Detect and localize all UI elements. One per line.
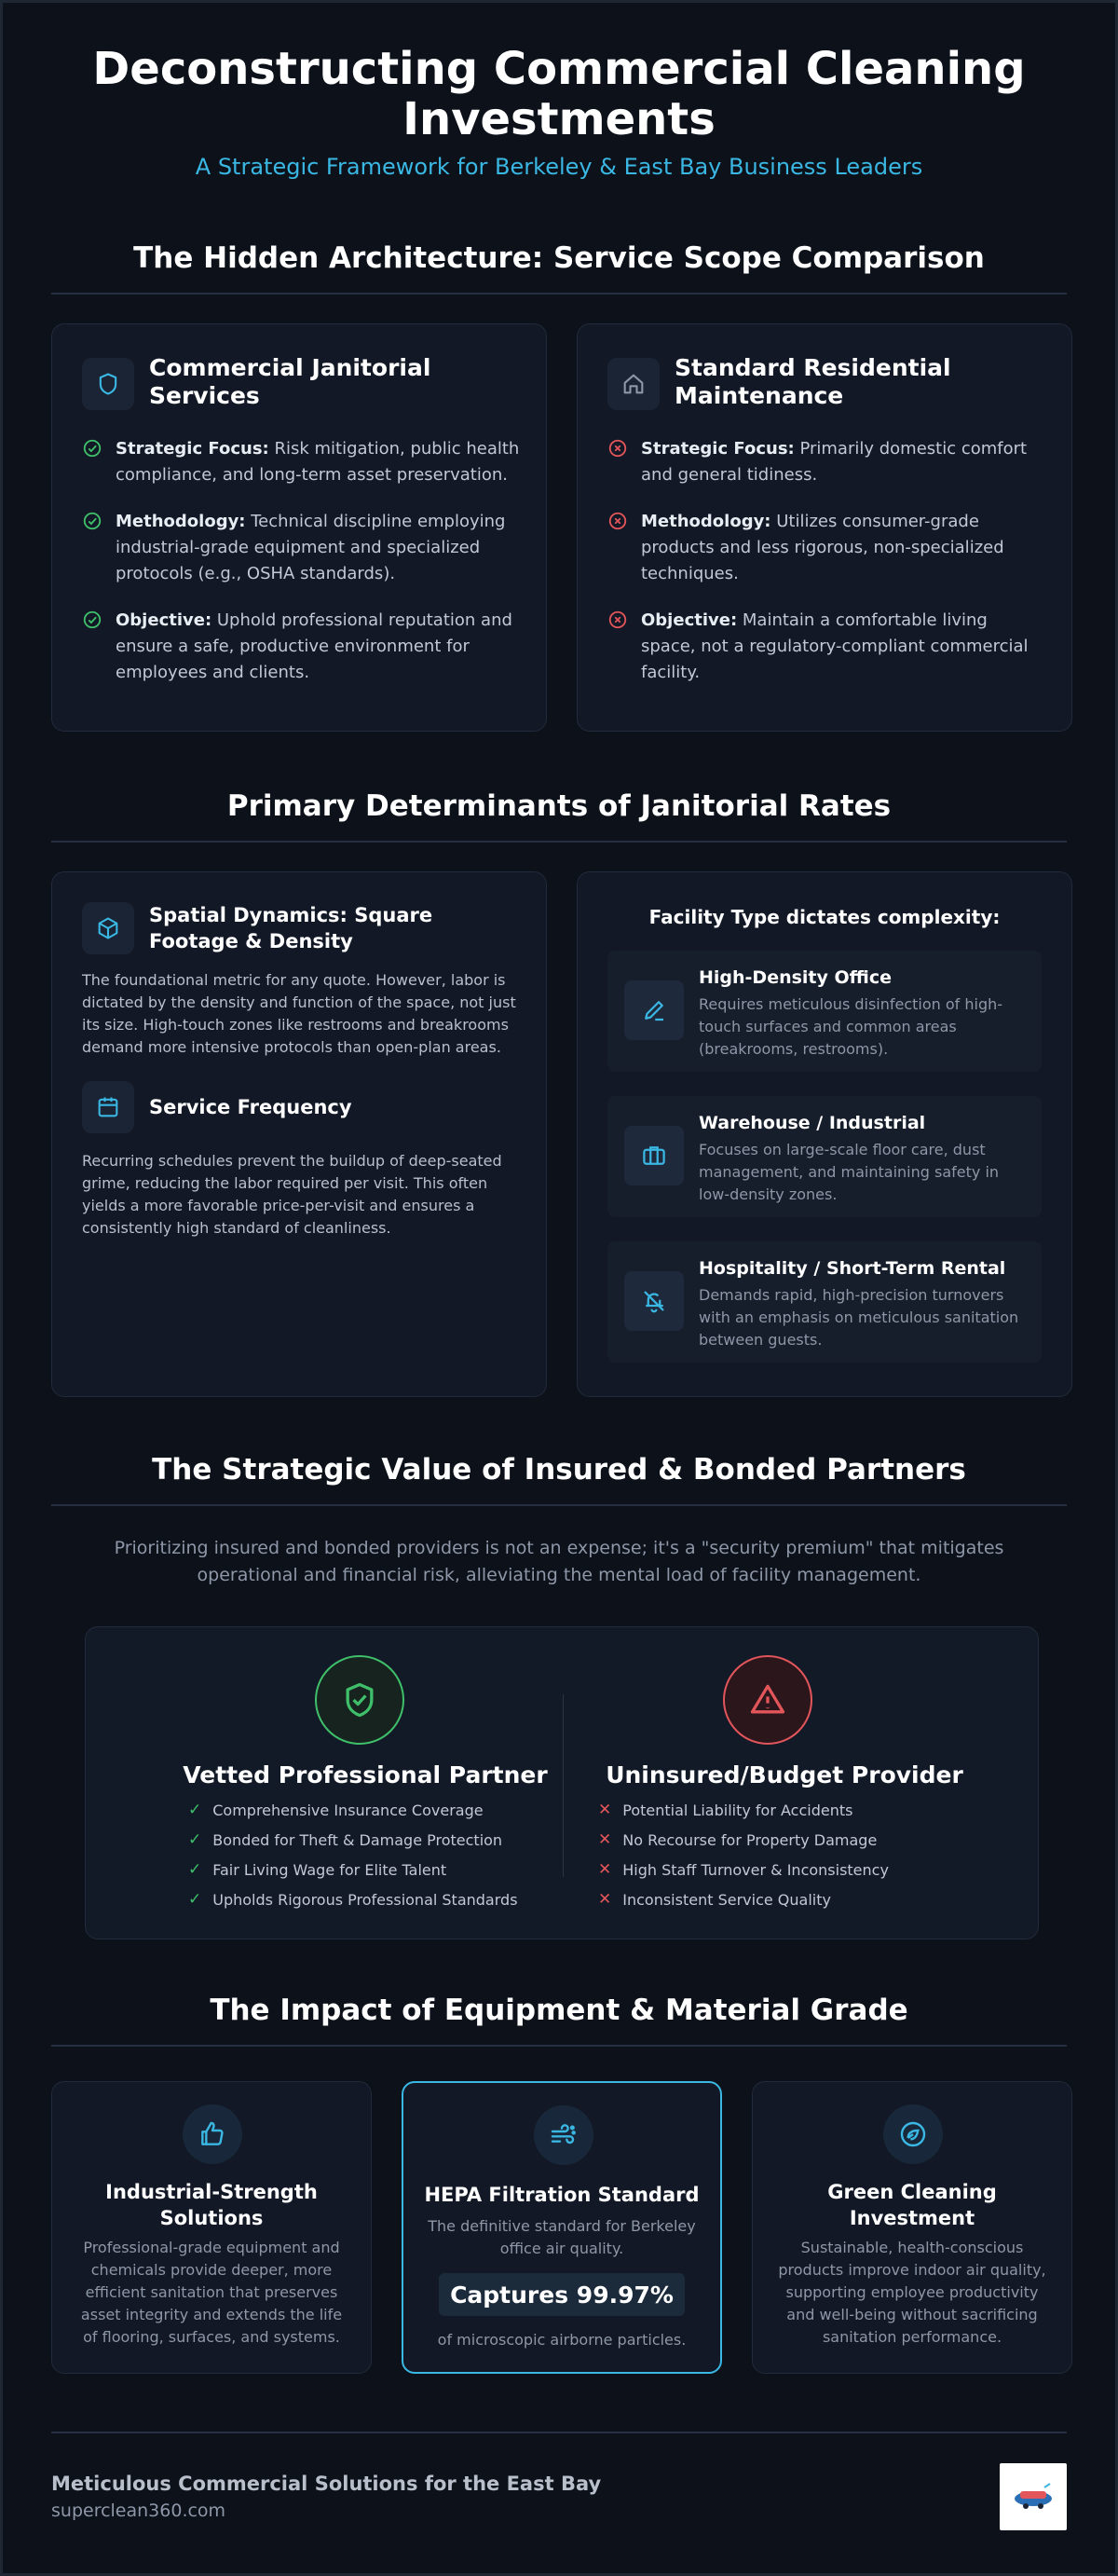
check-circle-icon [82, 610, 102, 686]
thumbs-up-icon [183, 2104, 242, 2164]
x-icon: ✕ [598, 1801, 612, 1819]
determinants-section-title: Primary Determinants of Janitorial Rates [226, 789, 892, 823]
scope-section-title: The Hidden Architecture: Service Scope Comparison [133, 241, 985, 275]
item-label: Strategic Focus: [116, 439, 269, 459]
pencil-icon [624, 980, 684, 1040]
check-icon: ✓ [188, 1801, 202, 1819]
facility-type-name: Hospitality / Short-Term Rental [699, 1258, 1006, 1279]
warning-icon [723, 1655, 812, 1745]
residential-list [607, 436, 1045, 706]
shield-icon [82, 358, 134, 410]
brand-logo [1000, 2463, 1067, 2530]
equipment-card [51, 2081, 372, 2374]
list-item: ✓ Upholds Rigorous Professional Standards [188, 1890, 518, 1909]
facility-type-name: Warehouse / Industrial [699, 1113, 926, 1133]
list-item [607, 509, 1045, 587]
commercial-card [51, 323, 547, 732]
spatial-heading: Spatial Dynamics: Square Footage & Density [149, 904, 433, 952]
x-icon: ✕ [598, 1890, 612, 1909]
vetted-heading: Vetted Professional Partner [183, 1761, 548, 1788]
equipment-card-heading: HEPA Filtration Standard [424, 2184, 700, 2206]
footer-tagline: Meticulous Commercial Solutions for the East Bay [51, 2473, 602, 2495]
residential-card [577, 323, 1072, 732]
vetted-list [188, 1795, 552, 1914]
shield-check-icon [315, 1655, 404, 1745]
insured-lead-text: Prioritizing insured and bonded providers is not an expense; it's a "security premium" that mitigates operational and financial risk, alleviating the mental load of facility management. [114, 1538, 1004, 1585]
hepa-stat-note: of microscopic airborne particles. [437, 2331, 687, 2349]
item-label: Objective: [116, 610, 212, 630]
equipment-section-title: The Impact of Equipment & Material Grade [210, 1994, 908, 2027]
list-item: ✓ Fair Living Wage for Elite Talent [188, 1860, 447, 1879]
facility-heading: Facility Type dictates complexity: [648, 906, 1001, 928]
item-text: Risk mitigation, public health compliance, and long-term asset preservation. [116, 439, 520, 485]
x-icon: ✕ [598, 1860, 612, 1879]
spatial-text: The foundational metric for any quote. However, labor is dictated by the density and function of the space, not just its size. High-touch zones like restrooms and breakrooms demand more intensive protocols than open-plan areas. [82, 971, 516, 1056]
item-label: Strategic Focus: [641, 439, 795, 459]
facility-type-card [607, 1096, 1042, 1217]
provider-comparison-card [85, 1626, 1039, 1939]
x-circle-icon [607, 511, 628, 587]
list-item: ✕ Inconsistent Service Quality [598, 1890, 831, 1909]
facility-type-text: Demands rapid, high-precision turnovers with an emphasis on meticulous sanitation between guests. [699, 1286, 1019, 1349]
facility-type-name: High-Density Office [699, 967, 893, 988]
equipment-card-heading: Industrial-Strength Solutions [105, 2181, 318, 2229]
item-text: Primarily domestic comfort and general tidiness. [641, 439, 1028, 485]
item-text: Technical discipline employing industrial-grade equipment and specialized protocols (e.g., OSHA standards). [116, 512, 506, 583]
divider [51, 1504, 1067, 1506]
equipment-card-text: Professional-grade equipment and chemicals provide deeper, more efficient sanitation that preserves asset integrity and extends the life of flooring, surfaces, and systems. [80, 2239, 343, 2346]
item-text: Maintain a comfortable living space, not a regulatory-compliant commercial facility. [641, 610, 1029, 682]
list-item: ✓ Comprehensive Insurance Coverage [188, 1801, 484, 1819]
list-item [82, 436, 520, 488]
uninsured-heading: Uninsured/Budget Provider [606, 1761, 963, 1788]
check-circle-icon [82, 438, 102, 488]
x-icon: ✕ [598, 1830, 612, 1849]
equipment-cards [51, 2081, 1072, 2374]
footer-url[interactable]: superclean360.com [51, 2501, 226, 2521]
commercial-list [82, 436, 520, 706]
insured-section-title: The Strategic Value of Insured & Bonded Partners [152, 1453, 966, 1487]
residential-heading: Standard Residential Maintenance [675, 354, 951, 409]
spatial-frequency-card [51, 871, 547, 1397]
hepa-stat: Captures 99.97% [439, 2273, 685, 2316]
equipment-card-text: Sustainable, health-conscious products improve indoor air quality, supporting employee productivity and well-being without sacrificing sanitation performance. [778, 2239, 1046, 2346]
facility-type-card [607, 1241, 1042, 1363]
facility-type-text: Requires meticulous disinfection of high-touch surfaces and common areas (breakrooms, restrooms). [699, 995, 1003, 1058]
equipment-card-heading: Green Cleaning Investment [827, 2181, 997, 2229]
page-title: Deconstructing Commercial Cleaning Investments [92, 43, 1026, 145]
equipment-card-featured [402, 2081, 722, 2374]
item-label: Methodology: [641, 512, 771, 531]
frequency-text: Recurring schedules prevent the buildup of deep-seated grime, reducing the labor required per visit. This often yields a more favorable price-per-visit and ensures a consistently high standard of cleanliness. [82, 1152, 502, 1237]
list-item [607, 436, 1045, 488]
item-text: Utilizes consumer-grade products and less rigorous, non-specialized techniques. [641, 512, 1004, 583]
wind-icon [534, 2105, 593, 2165]
facility-card [577, 871, 1072, 1397]
list-item [82, 509, 520, 587]
commercial-heading: Commercial Janitorial Services [149, 354, 431, 409]
item-text: Uphold professional reputation and ensure a safe, productive environment for employees and clients. [116, 610, 512, 682]
list-item: ✕ No Recourse for Property Damage [598, 1830, 878, 1849]
facility-type-text: Focuses on large-scale floor care, dust management, and maintaining safety in low-density zones. [699, 1141, 1000, 1203]
check-icon: ✓ [188, 1860, 202, 1879]
facility-type-card [607, 951, 1042, 1072]
divider [51, 293, 1067, 295]
leaf-circle-icon [883, 2104, 943, 2164]
item-label: Methodology: [116, 512, 246, 531]
frequency-heading: Service Frequency [149, 1096, 352, 1118]
divider [51, 2045, 1067, 2047]
check-circle-icon [82, 511, 102, 587]
check-icon: ✓ [188, 1890, 202, 1909]
divider [51, 841, 1067, 843]
list-item [82, 608, 520, 686]
list-item: ✕ Potential Liability for Accidents [598, 1801, 853, 1819]
home-icon [607, 358, 660, 410]
cube-icon [82, 902, 134, 954]
list-item [607, 608, 1045, 686]
item-label: Objective: [641, 610, 738, 630]
equipment-card [752, 2081, 1072, 2374]
equipment-card-text: The definitive standard for Berkeley office air quality. [428, 2217, 696, 2257]
briefcase-icon [624, 1126, 684, 1185]
x-circle-icon [607, 610, 628, 686]
check-icon: ✓ [188, 1830, 202, 1849]
footer-divider [51, 2432, 1067, 2433]
page-subtitle: A Strategic Framework for Berkeley & East Bay Business Leaders [195, 154, 923, 180]
calendar-icon [82, 1081, 134, 1133]
list-item: ✓ Bonded for Theft & Damage Protection [188, 1830, 503, 1849]
x-circle-icon [607, 438, 628, 488]
uninsured-list [598, 1795, 971, 1914]
bell-off-icon [624, 1271, 684, 1331]
list-item: ✕ High Staff Turnover & Inconsistency [598, 1860, 889, 1879]
